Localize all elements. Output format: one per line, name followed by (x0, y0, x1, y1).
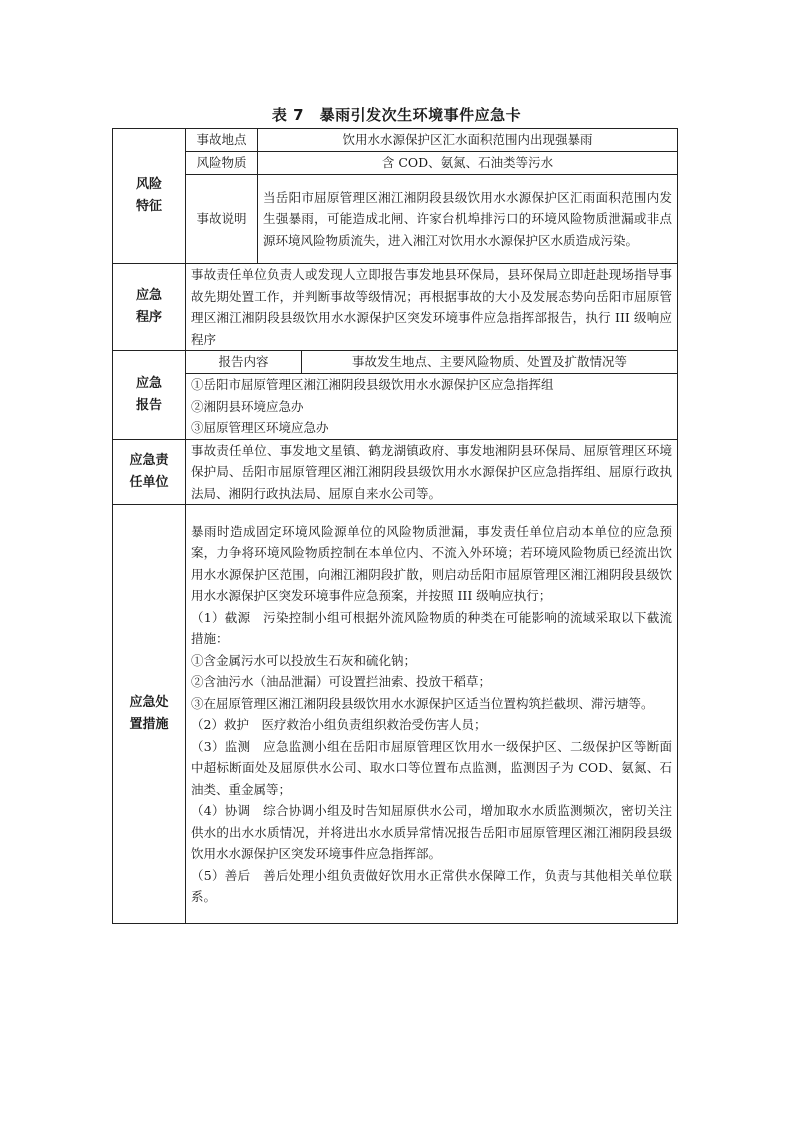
location-value: 饮用水水源保护区汇水面积范围内出现强暴雨 (258, 129, 678, 152)
measures-text (186, 505, 678, 924)
procedure-heading-text: 应急 程序 (135, 288, 162, 325)
report-recipient: ③屈原管理区环境应急办 (191, 420, 329, 435)
procedure-row (113, 264, 678, 351)
report-recipient: ①岳阳市屈原管理区湘江湘阴段县级饮用水水源保护区应急指挥组 (191, 377, 554, 392)
risk-row-substance (113, 152, 678, 175)
measures-heading (113, 505, 186, 924)
measures-heading-text: 应急处 置措施 (129, 695, 169, 732)
risk-row-location (113, 129, 678, 152)
location-label: 事故地点 (186, 129, 258, 152)
procedure-text: 事故责任单位负责人或发现人立即报告事发地县环保局，县环保局立即赶赴现场指导事故先期处置工作，并判断事故等级情况；再根据事故的大小及发展态势向岳阳市屈原管理区湘江湘阴段县级饮用水水源保护区突发环境事件应急指挥部报告，执行 III 级响应程序 (186, 264, 678, 351)
risk-heading (113, 129, 186, 264)
procedure-heading (113, 264, 186, 351)
report-content-value: 事故发生地点、主要风险物质、处置及扩散情况等 (302, 351, 678, 374)
risk-row-description (113, 175, 678, 264)
responsible-heading-text: 应急责 任单位 (129, 452, 169, 490)
report-recipient: ②湘阴县环境应急办 (191, 398, 304, 414)
report-row-content (113, 351, 678, 374)
report-heading-text: 应急 报告 (135, 375, 162, 413)
responsible-row (113, 439, 678, 505)
measures-paragraph: （1）截源 污染控制小组可根据外流风险物质的种类在可能影响的流域采取以下截流措施： (191, 609, 672, 646)
measures-paragraph: （3）监测 应急监测小组在岳阳市屈原管理区饮用水一级保护区、二级保护区等断面中超标断面处及屈原供水公司、取水口等位置布点监测，监测因子为 COD、氨氮、石油类、重金属等； (191, 738, 672, 797)
report-content-label: 报告内容 (186, 351, 302, 374)
measures-paragraph: （2）救护 医疗救治小组负责组织救治受伤害人员； (191, 717, 487, 732)
report-row-recipients (113, 374, 678, 440)
measures-paragraph: ②含油污水（油品泄漏）可设置拦油索、投放干稻草； (191, 674, 492, 689)
measures-paragraph: 暴雨时造成固定环境风险源单位的风险物质泄漏，事发责任单位启动本单位的应急预案，力争将环境风险物质控制在本单位内、不流入外环境；若环境风险物质已经流出饮用水水源保护区范围，向湘江湘阴段扩散，则启动岳阳市屈原管理区湘江湘阴段县级饮用水水源保护区突发环境事件应急预案，并按照 III 级响应执行； (191, 523, 672, 603)
responsible-text: 事故责任单位、事发地文星镇、鹤龙湖镇政府、事发地湘阴县环保局、屈原管理区环境保护局、岳阳市屈原管理区湘江湘阴段县级饮用水水源保护区应急指挥组、屈原行政执法局、湘阴行政执法局、屈原自来水公司等。 (186, 439, 678, 505)
substance-label: 风险物质 (186, 152, 258, 175)
substance-value: 含 COD、氨氮、石油类等污水 (258, 152, 678, 175)
measures-paragraph: （5）善后 善后处理小组负责做好饮用水正常供水保障工作，负责与其他相关单位联系。 (191, 867, 672, 904)
responsible-heading (113, 439, 186, 505)
description-label: 事故说明 (186, 175, 258, 264)
measures-row (113, 505, 678, 924)
report-recipients (186, 374, 678, 440)
risk-heading-text: 风险 特征 (135, 177, 162, 214)
report-heading (113, 351, 186, 440)
measures-paragraph: （4）协调 综合协调小组及时告知屈原供水公司，增加取水水质监测频次，密切关注供水的出水水质情况，并将进出水水质异常情况报告岳阳市屈原管理区湘江湘阴段县级饮用水水源保护区突发环境事件应急指挥部。 (191, 803, 672, 861)
measures-paragraph: ③在屈原管理区湘江湘阴段县级饮用水水源保护区适当位置构筑拦截坝、滞污塘等。 (191, 695, 654, 711)
table-title: 表 7 暴雨引发次生环境事件应急卡 (271, 106, 522, 124)
description-value: 当岳阳市屈原管理区湘江湘阴段县级饮用水水源保护区汇雨面积范围内发生强暴雨，可能造成北闸、许家台机埠排污口的环境风险物质泄漏或非点源环境风险物质流失，进入湘江对饮用水水源保护区水质造成污染。 (258, 175, 678, 264)
emergency-card-table (112, 128, 678, 924)
measures-paragraph: ①含金属污水可以投放生石灰和硫化钠； (191, 652, 417, 668)
